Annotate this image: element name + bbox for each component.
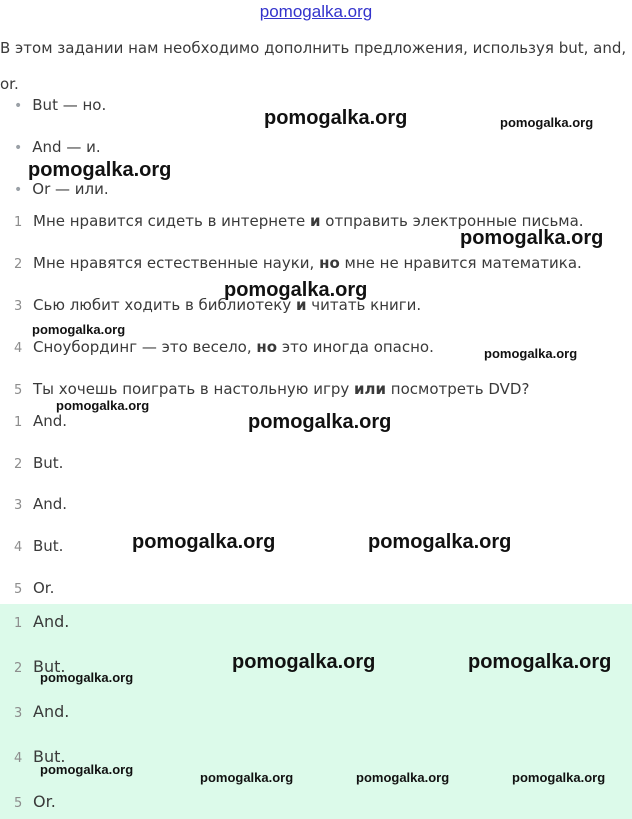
site-link[interactable]: pomogalka.org <box>259 2 373 21</box>
highlighted-answer-row: 3 And. <box>14 702 70 721</box>
watermark: pomogalka.org <box>500 115 594 130</box>
watermark: pomogalka.org <box>132 531 276 553</box>
watermark: pomogalka.org <box>32 322 126 337</box>
answer-row: 4 But. <box>14 537 64 555</box>
watermark: pomogalka.org <box>368 531 512 553</box>
answer-word: но <box>256 338 278 356</box>
intro-text: В этом задании нам необходимо дополнить предложения, используя but, and, or. <box>0 39 627 93</box>
answer-word: и <box>310 212 321 230</box>
watermark: pomogalka.org <box>264 107 408 129</box>
answer-highlight-block <box>0 604 632 819</box>
bullet-dot-icon: • <box>14 182 23 198</box>
answer-word: но <box>319 254 340 272</box>
sentence-row: 5 Ты хочешь поиграть в настольную игру или посмотреть DVD? <box>14 380 530 398</box>
answer-row: 5 Or. <box>14 579 55 597</box>
watermark: pomogalka.org <box>224 279 368 301</box>
watermark: pomogalka.org <box>40 670 134 685</box>
highlighted-answer-row: 5 Or. <box>14 792 56 811</box>
watermark: pomogalka.org <box>248 411 392 433</box>
watermark: pomogalka.org <box>468 651 612 673</box>
bullet-item: • Or — или. <box>14 180 109 198</box>
sentence-row: 4 Сноубординг — это весело, но это иногда опасно. <box>14 338 434 356</box>
watermark: pomogalka.org <box>56 398 150 413</box>
sentence-row: 3 Сью любит ходить в библиотеку и читать книги. <box>14 296 422 314</box>
watermark: pomogalka.org <box>356 770 450 785</box>
sentence-row: 1 Мне нравится сидеть в интернете и отправить электронные письма. <box>14 212 584 230</box>
highlighted-answer-row: 1 And. <box>14 612 70 631</box>
watermark: pomogalka.org <box>232 651 376 673</box>
watermark: pomogalka.org <box>512 770 606 785</box>
answer-row: 3 And. <box>14 495 68 513</box>
bullet-item: • And — и. <box>14 138 101 156</box>
watermark: pomogalka.org <box>200 770 294 785</box>
sentence-row: 2 Мне нравятся естественные науки, но мне не нравится математика. <box>14 254 582 272</box>
highlighted-answer-row: 2 But. <box>14 657 66 676</box>
bullet-dot-icon: • <box>14 98 23 114</box>
watermark: pomogalka.org <box>40 762 134 777</box>
answer-word: или <box>354 380 387 398</box>
bullet-dot-icon: • <box>14 140 23 156</box>
watermark: pomogalka.org <box>484 346 578 361</box>
answer-row: 2 But. <box>14 454 64 472</box>
watermark: pomogalka.org <box>28 159 172 181</box>
answer-word: и <box>296 296 307 314</box>
highlighted-answer-row: 4 But. <box>14 747 66 766</box>
bullet-item: • But — но. <box>14 96 107 114</box>
watermark: pomogalka.org <box>460 227 604 249</box>
answer-row: 1 And. <box>14 412 68 430</box>
